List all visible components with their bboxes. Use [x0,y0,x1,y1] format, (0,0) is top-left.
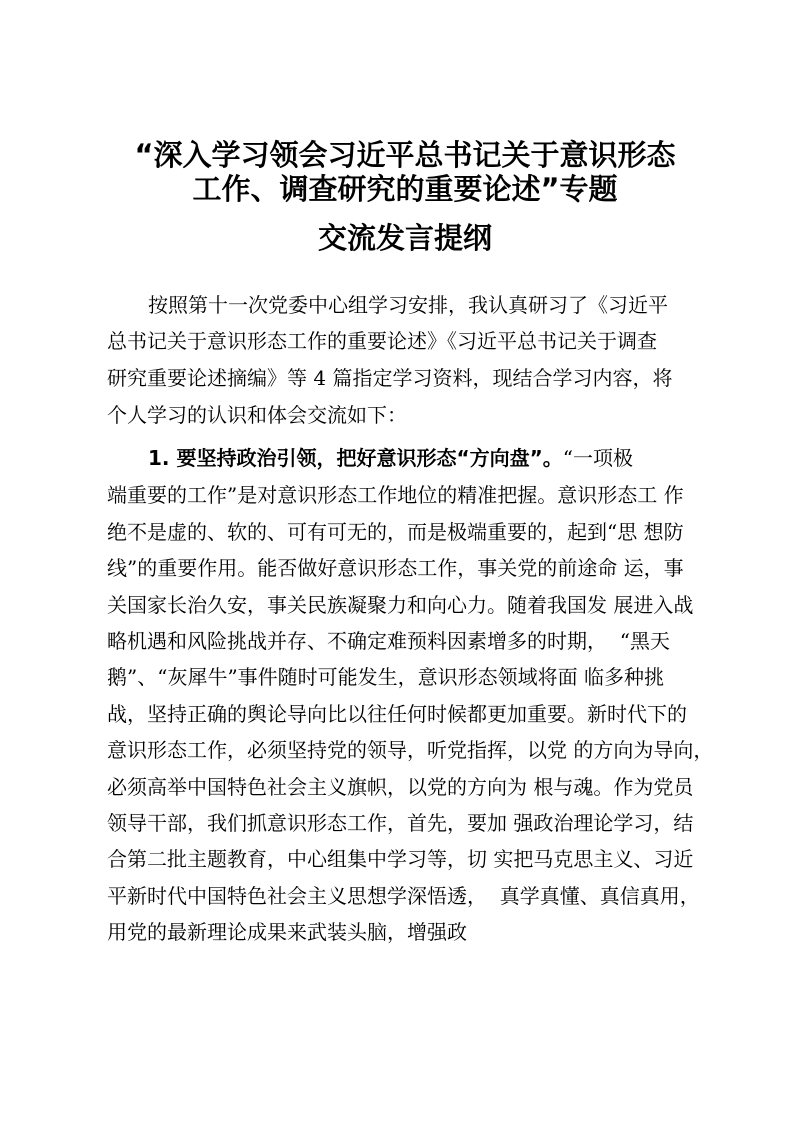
intro-paragraph-line: 研究重要论述摘编》等 4 篇指定学习资料，现结合学习内容，将 [107,366,673,390]
section-1-line: 必须高举中国特色社会主义旗帜，以党的方向为 根与魂。作为党员 [107,775,694,799]
section-1-heading: 1. 要坚持政治引领，把好意识形态“方向盘”。 [148,446,563,470]
section-1-line: 端重要的工作”是对意识形态工作地位的精准把握。意识形态工 作 [107,483,684,507]
section-1-line: 鹅”、“灰犀牛”事件随时可能发生，意识形态领域将面 临多种挑 [107,665,665,689]
section-1-line: 领导干部，我们抓意识形态工作，首先，要加 强政治理论学习，结 [107,811,694,835]
section-1-line: 绝不是虚的、软的、可有可无的，而是极端重要的，起到“思 想防 [107,520,684,544]
intro-paragraph-line: 总书记关于意识形态工作的重要论述》《习近平总书记关于调查 [107,329,657,353]
section-1-line: 线”的重要作用。能否做好意识形态工作，事关党的前途命 运，事 [107,556,684,580]
intro-paragraph-line: 个人学习的认识和体会交流如下： [107,403,407,427]
section-1-line: 用党的最新理论成果来武装头脑，增强政 [107,920,467,944]
section-1-line: 关国家长治久安，事关民族凝聚力和向心力。随着我国发 展进入战 [107,593,694,617]
section-1-line: 意识形态工作，必须坚持党的领导，听党指挥，以党 的方向为导向， [107,738,714,762]
section-1-line: 略机遇和风险挑战并存、不确定难预料因素增多的时期， “黑天 [107,629,670,653]
document-title-line-1: “深入学习领会习近平总书记关于意识形态 [134,138,676,172]
document-title-line-3: 交流发言提纲 [317,221,492,255]
section-1-line: 战，坚持正确的舆论导向比以往任何时候都更加重要。新时代下的 [107,702,687,726]
section-1-line: 合第二批主题教育，中心组集中学习等，切 实把马克思主义、习近 [107,847,694,871]
section-1-first-line-text: “一项极 [562,446,633,470]
section-1-line: 平新时代中国特色社会主义思想学深悟透， 真学真懂、真信真用， [107,884,700,908]
intro-paragraph-line: 按照第十一次党委中心组学习安排，我认真研习了《习近平 [148,293,668,317]
section-1-first-line [148,445,633,471]
document-title-line-2: 工作、调查研究的重要论述”专题 [192,172,618,206]
